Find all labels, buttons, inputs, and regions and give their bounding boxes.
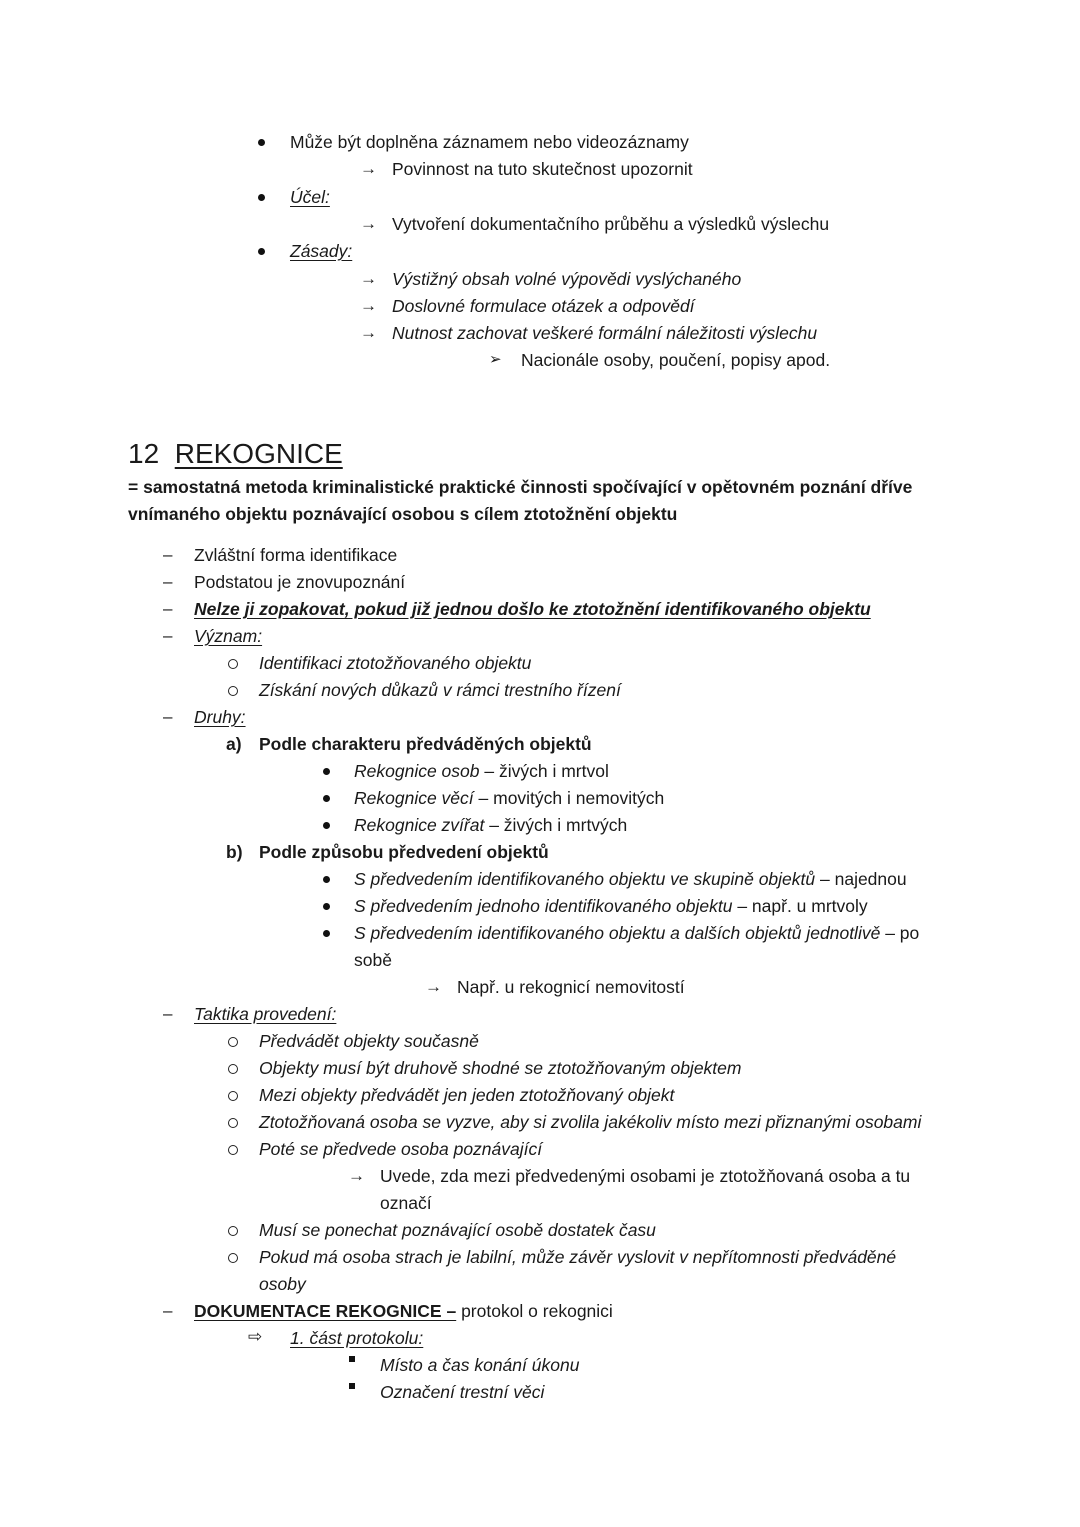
circle-bullet-icon — [228, 1037, 238, 1047]
list-item: Výstižný obsah volné výpovědi vyslýchaného — [392, 269, 742, 289]
list-item-continuation: osoby — [259, 1274, 306, 1294]
list-item: Místo a čas konání úkonu — [380, 1355, 580, 1375]
list-item-emphasis: Nelze ji zopakovat, pokud již jednou došlo ke ztotožnění identifikovaného objektu — [194, 599, 871, 619]
list-item: Mezi objekty předvádět jen jeden ztotožňovaný objekt — [259, 1085, 675, 1105]
list-item: S předvedením identifikovaného objektu a dalších objektů jednotlivě – po — [354, 923, 920, 943]
list-item: S předvedením jednoho identifikovaného objektu – např. u mrtvoly — [354, 896, 868, 916]
list-item: Rekognice zvířat – živých i mrtvých — [354, 815, 628, 835]
list-item: Rekognice osob – živých i mrtvol — [354, 761, 609, 781]
dash-icon: – — [163, 1004, 173, 1023]
label-zasady: Zásady: — [290, 241, 353, 261]
label-protocol-part: 1. část protokolu: — [290, 1328, 424, 1348]
dash-icon: – — [163, 1301, 173, 1320]
list-item-continuation: označí — [380, 1193, 432, 1213]
bullet-icon — [323, 795, 330, 802]
list-item-continuation: sobě — [354, 950, 392, 970]
section-title: REKOGNICE — [174, 438, 343, 469]
list-item: Nutnost zachovat veškeré formální náležitosti výslechu — [392, 323, 818, 343]
label-druhy: Druhy: — [194, 707, 246, 727]
square-bullet-icon — [349, 1383, 355, 1389]
label-vyznam: Význam: — [194, 626, 263, 646]
list-item-dokumentace: DOKUMENTACE REKOGNICE – protokol o rekognici — [194, 1301, 613, 1321]
arrow-icon: → — [360, 296, 377, 315]
list-item: Nacionále osoby, poučení, popisy apod. — [521, 350, 831, 370]
dash-icon: – — [163, 572, 173, 591]
bullet-icon — [323, 822, 330, 829]
list-item: Vytvoření dokumentačního průběhu a výsledků výslechu — [392, 214, 830, 234]
bullet-icon — [258, 139, 265, 146]
label-ucel: Účel: — [290, 187, 330, 207]
circle-bullet-icon — [228, 1145, 238, 1155]
section-heading — [128, 436, 343, 472]
arrow-icon: → — [360, 159, 377, 178]
list-item: Musí se ponechat poznávající osobě dostatek času — [259, 1220, 656, 1240]
square-bullet-icon — [349, 1356, 355, 1362]
triangle-bullet-icon: ➢ — [489, 351, 502, 368]
list-item: S předvedením identifikovaného objektu ve skupině objektů – najednou — [354, 869, 907, 889]
list-item: Poté se předvede osoba poznávající — [259, 1139, 543, 1159]
dash-icon: – — [163, 626, 173, 645]
label-taktika: Taktika provedení: — [194, 1004, 337, 1024]
arrow-icon: → — [360, 269, 377, 288]
bullet-icon — [258, 248, 265, 255]
list-item: Předvádět objekty současně — [259, 1031, 479, 1051]
list-item: Např. u rekognicí nemovitostí — [457, 977, 685, 997]
enum-marker-b: b) — [226, 842, 243, 862]
subheading-b: Podle způsobu předvedení objektů — [259, 842, 549, 862]
circle-bullet-icon — [228, 686, 238, 696]
circle-bullet-icon — [228, 1253, 238, 1263]
circle-bullet-icon — [228, 1091, 238, 1101]
list-item: Podstatou je znovupoznání — [194, 572, 406, 592]
list-item: Identifikaci ztotožňovaného objektu — [259, 653, 532, 673]
list-item: Získání nových důkazů v rámci trestního řízení — [259, 680, 621, 700]
bullet-icon — [323, 768, 330, 775]
subheading-a: Podle charakteru předváděných objektů — [259, 734, 592, 754]
list-item: Označení trestní věci — [380, 1382, 545, 1402]
list-item: Může být doplněna záznamem nebo videozáznamy — [290, 132, 689, 152]
circle-bullet-icon — [228, 1226, 238, 1236]
section-number: 12 — [128, 438, 160, 469]
list-item: Objekty musí být druhově shodné se ztotožňovaným objektem — [259, 1058, 742, 1078]
enum-marker-a: a) — [226, 734, 242, 754]
arrow-icon: → — [425, 977, 442, 996]
bullet-icon — [258, 194, 265, 201]
arrow-icon: → — [348, 1166, 365, 1185]
arrow-icon: → — [360, 323, 377, 342]
circle-bullet-icon — [228, 1064, 238, 1074]
list-item: Uvede, zda mezi předvedenými osobami je ztotožňovaná osoba a tu — [380, 1166, 911, 1186]
arrow-icon: → — [360, 214, 377, 233]
list-item: Povinnost na tuto skutečnost upozornit — [392, 159, 693, 179]
bullet-icon — [323, 930, 330, 937]
dash-icon: – — [163, 545, 173, 564]
circle-bullet-icon — [228, 659, 238, 669]
list-item: Zvláštní forma identifikace — [194, 545, 398, 565]
bullet-icon — [323, 903, 330, 910]
list-item: Rekognice věcí – movitých i nemovitých — [354, 788, 665, 808]
list-item: Pokud má osoba strach je labilní, může závěr vyslovit v nepřítomnosti předváděné — [259, 1247, 897, 1267]
list-item: Doslovné formulace otázek a odpovědí — [392, 296, 695, 316]
hollow-arrow-icon: ⇨ — [248, 1327, 263, 1346]
dash-icon: – — [163, 599, 173, 618]
section-definition: = samostatná metoda kriminalistické praktické činnosti spočívající v opětovném poznání dříve vnímaného objektu poznávající osobou s cílem ztotožnění objektu — [128, 477, 913, 524]
list-item: Ztotožňovaná osoba se vyzve, aby si zvolila jakékoliv místo mezi přiznanými osobami — [259, 1112, 922, 1132]
dash-icon: – — [163, 707, 173, 726]
bullet-icon — [323, 876, 330, 883]
circle-bullet-icon — [228, 1118, 238, 1128]
